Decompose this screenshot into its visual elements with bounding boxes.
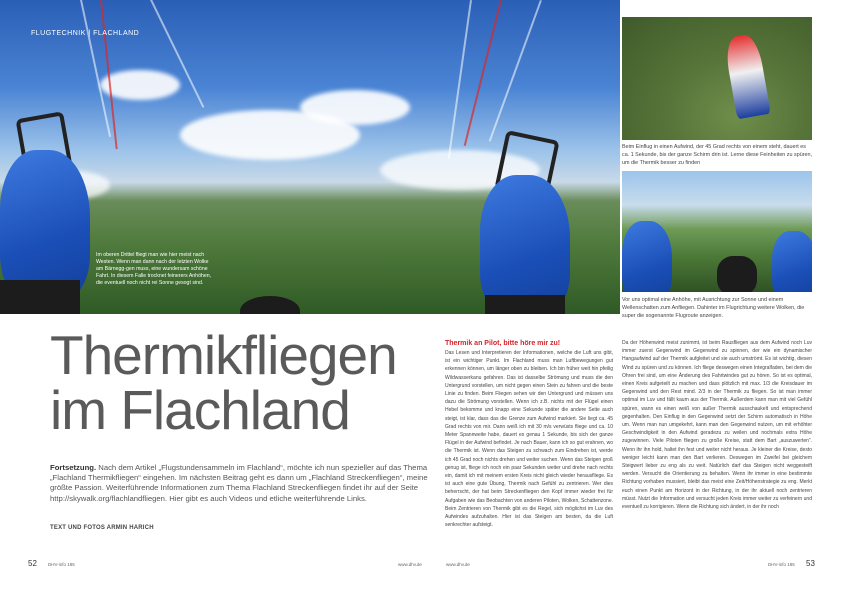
pilot-legs	[717, 256, 757, 292]
right-glove	[772, 231, 812, 292]
intro-lead: Fortsetzung.	[50, 463, 97, 472]
cloud	[300, 90, 410, 125]
intro-text: Nach dem Artikel „Flugstundensammeln im Flachland“, möchte ich nun spezieller auf das Thema „Flachland Thermikfliegen“ eingehen. Im nächsten Beitrag geht es dann um „Flachland Streckenfliegen“, meine größte Passion. Weiterführende Informationen zum Thema Flachland Streckenfliegen findet ihr auf der Seite http://skywalk.org/flachlandfliegen. Hier gibt es auch Videos und etliche weiterführende Links.	[50, 463, 428, 503]
page-number-right: 53	[806, 559, 815, 568]
photo-top-right	[622, 17, 812, 140]
page-title	[50, 324, 410, 441]
footer-magazine-left: DHV-info 185	[48, 562, 75, 567]
breadcrumb: FLUGTECHNIK | FLACHLAND	[31, 30, 140, 37]
left-glove	[0, 150, 90, 300]
left-sleeve	[0, 280, 80, 314]
main-photo	[0, 0, 620, 314]
helmet	[240, 296, 300, 314]
right-sleeve	[485, 295, 565, 314]
photo-mid-right	[622, 171, 812, 292]
body-column-left: Das Lesen und Interpretieren der Informationen, welche die Luft uns gibt, ist ein wichtiger Punkt. Im Flachland muss man Luftbewegungen gut erkennen können, um länger oben zu bleiben. Ich bin früher weit hin pfeilig Wildwasserkanu gefahren. Das ist dasselbe Strömung und muss die den Untergrund vorstellen, um nicht gegen einen Stein zu fahren und die beste Linie zu finden. Beim Fliegen sehen wir den Untergrund und müssen uns dazu die Strömung vorstellen. Wenn ich z.B. nichts mit der Flügel einen Hebel bekomme und knapp eine Sekunde später die andere Seite auch steigt, ist klar, dass das die Grenze zum Aufwind markiert. Sie liegt ca. 45 Grad rechts von mir. Dann weiß ich mit 30 m/s verwüsts fliege und ca. 10 Meter Spannweite habe, dauert es genau 1 Sekunde, bis sich der ganze Flügel in der Aufwind befindet. Je nach Bauer, kann ich so gut erahnen, wo die Thermik ist. Wenn das Steigen zu schwach zum Eindrehen ist, werde ich 45 Grad noch nichts drehen und weiter suchen. Wenn das Steigen groß genug ist, fliege ich noch ein paar Sekunden weiter und drehe nach rechts ein, damit ich mit meinem ersten Kreis nicht gleich wieder herausfliege. Es ist auch eine gute Übung, Thermik nach Gefühl zu zentrieren. Wer dies beherrscht, der hat beim Streckenfliegen den Kopf immer wieder frei für Aufgaben wie das Beobachten von anderen Piloten, Wolken, Schattenzone. Beim Zentrieren von Thermik gibt es die Regel, sich möglichst im Luv des Aufwindes aufzuhalten. Hier ist das Steigen am besten, da die Luft senkrechter aufsteigt.	[445, 350, 613, 529]
caption-top-right: Beim Einflug in einen Aufwind, der 45 Grad rechts von einem steht, dauert es ca. 1 Sekunde, bis der ganze Schirm drin ist. Lerne diese Feinheiten zu spüren, um die Thermik besser zu finden	[622, 144, 812, 167]
right-glove	[480, 175, 570, 314]
footer-url-right: www.dhv.de	[446, 562, 470, 567]
intro-paragraph	[50, 463, 428, 504]
caption-mid-right: Vor uns optimal eine Anhöhe, mit Ausrichtung zur Sonne und einem Wellenschatten zum Anfliegen. Dahinter im Flugrichtung weitere Wolken, die super die sogenannte Flugroute anzeigen.	[622, 297, 805, 320]
paraglider-wing	[723, 33, 771, 120]
body-column-right: Da der Höhenwind meist zunimmt, ist beim Rausfliegen aus dem Aufwind noch Luv immer zuerst Gegenwind im Gegenwind zu spinnen, der wie ein dynamischer Hangaufwind auf der Thermik aufgleitet und sie auch umströmt. Es ist wichtig, diesen Wind zu spüren und zu können. Ich fliege deswegen einen Integralfaden, bei dem die Ohren frei sind, um eine Änderung des Fahrtwindes gut zu hören. So ist es optimal, einen Kreis aufgeteilt zu machen und dass plötzlich mit max. 1/3 die Kreisdauer im Gegenwind und den Rest mind. 2/3 in der Thermik zu fliegen. So ist man immer optimal im Luv und fällt kaum aus der Thermik. Außerdem kann man mit viel Gefühl spüren, wann es einen weiß von außer Thermik ausschaukelt und entsprechend gegenhalten. Den Einflug in den Gegenwind setzt der Schirm automatisch in Höhe um. Wenn man nun umgekehrt, kann man den Gegenwind nutzen, um mit erhöhter Geschwindigkeit in den Aufwind geradezu zu weilen und nochmals extra Höhe zugewinnen. Viele Piloten fliegen zu große Kreise, statt dem Bart „auszuwerten“. Wenn ihr ihn hold, haltet ihn fest und weiter nicht heraus. Je kleiner die Kreise, desto weniger leicht kann man den Bart verlieren. Deswegen im Zweifel bei gleichem Steigwert lieber zu eng als zu weit. Natürlich darf das Steigen nicht weggesteift werden. Versucht die Orientierung zu behalten. Wenn ihr immer in eine bestimmte Richtung vorhaben mussiert, bleibt das meist eine Zeit/Höhenstrategie zu eng. Merkt euch einen Punkt am Horizont in der Richtung, in der ihr aktuell noch zentrieren müsst. Nutzt die Information und versucht jeden Kreis immer weiter zu verfeinern und eventuell zu korrigieren. Wenn die Richtung sich ändert, in der ihr noch	[622, 340, 812, 511]
section-heading: Thermik an Pilot, bitte höre mir zu!	[445, 340, 561, 347]
photo-caption: Im oberen Drittel fliegt man wie hier meist nach Westen. Wenn man dann nach der letzten Wolke am Bärnegg-gen muss, eine wundersam schöne Fahrt. In diesem Falle trocknet feinerers Anhöhen, die eventuell noch nicht rei Sonne gesogt sind.	[96, 252, 212, 287]
author-credit: TEXT UND FOTOS ARMIN HARICH	[50, 525, 154, 531]
left-glove	[622, 221, 672, 292]
footer-url-left: www.dhv.de	[398, 562, 422, 567]
footer-magazine-right: DHV-info 185	[768, 562, 795, 567]
headline-line-1: Thermikfliegen	[50, 324, 397, 386]
page-number-left: 52	[28, 559, 37, 568]
headline-line-2: im Flachland	[50, 379, 350, 441]
